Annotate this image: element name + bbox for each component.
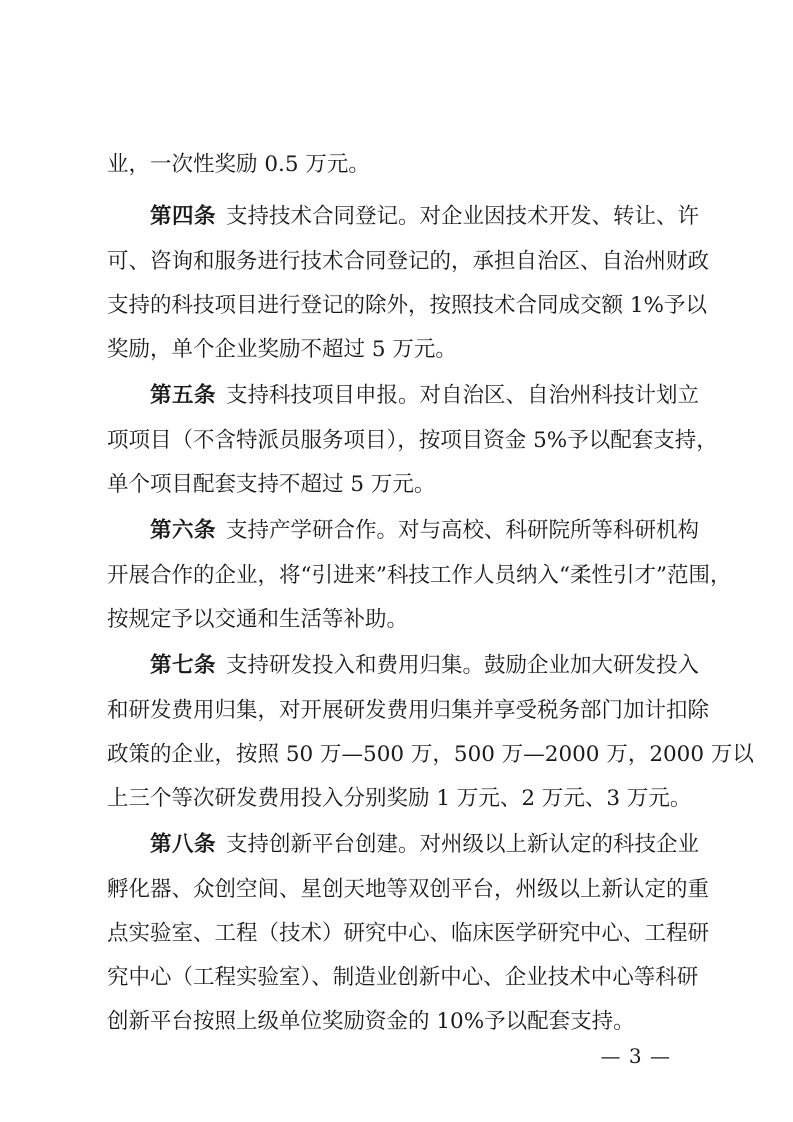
article-7-text-1: 支持研发投入和费用归集。鼓励企业加大研发投入 — [226, 653, 700, 678]
article-7-line-2: 和研发费用归集，对开展研发费用归集并享受税务部门加计扣除 — [107, 698, 710, 723]
page-number: — 3 — — [600, 1044, 671, 1068]
article-8-heading: 第八条 — [150, 832, 217, 857]
article-5-heading: 第五条 — [150, 383, 217, 408]
article-8-text-1: 支持创新平台创建。对州级以上新认定的科技企业 — [226, 832, 700, 857]
article-5-line-1 — [150, 376, 700, 416]
article-8-line-1 — [150, 825, 700, 865]
article-6-text-1: 支持产学研合作。对与高校、科研院所等科研机构 — [226, 518, 700, 543]
article-6-line-1 — [150, 511, 700, 551]
article-4-heading: 第四条 — [150, 204, 217, 229]
article-7-line-4: 上三个等次研发费用投入分别奖励 1 万元、2 万元、3 万元。 — [107, 786, 692, 811]
article-6-heading: 第六条 — [150, 518, 217, 543]
article-5-text-1: 支持科技项目申报。对自治区、自治州科技计划立 — [226, 383, 700, 408]
article-4-line-1 — [150, 197, 700, 237]
article-8-line-5: 创新平台按照上级单位奖励资金的 10%予以配套支持。 — [107, 1009, 635, 1034]
article-6-line-3: 按规定予以交通和生活等补助。 — [107, 607, 409, 632]
article-4-line-2: 可、咨询和服务进行技术合同登记的，承担自治区、自治州财政 — [107, 249, 710, 274]
article-8-line-3: 点实验室、工程（技术）研究中心、临床医学研究中心、工程研 — [107, 921, 710, 946]
article-5-line-2: 项项目（不含特派员服务项目），按项目资金 5%予以配套支持， — [107, 428, 718, 453]
article-7-line-1 — [150, 646, 700, 686]
article-4-text-1: 支持技术合同登记。对企业因技术开发、转让、许 — [226, 204, 700, 229]
article-5-line-3: 单个项目配套支持不超过 5 万元。 — [107, 472, 436, 497]
article-4-line-4: 奖励，单个企业奖励不超过 5 万元。 — [107, 337, 457, 362]
opening-line: 业，一次性奖励 0.5 万元。 — [107, 152, 370, 177]
article-8-line-4: 究中心（工程实验室）、制造业创新中心、企业技术中心等科研 — [107, 965, 699, 990]
article-6-line-2: 开展合作的企业，将“引进来”科技工作人员纳入“柔性引才”范围， — [107, 563, 732, 588]
article-7-heading: 第七条 — [150, 653, 217, 678]
article-4-line-3: 支持的科技项目进行登记的除外，按照技术合同成交额 1%予以 — [107, 293, 707, 318]
article-7-line-3: 政策的企业，按照 50 万—500 万，500 万—2000 万，2000 万以 — [107, 742, 754, 767]
article-8-line-2: 孵化器、众创空间、星创天地等双创平台，州级以上新认定的重 — [107, 877, 710, 902]
